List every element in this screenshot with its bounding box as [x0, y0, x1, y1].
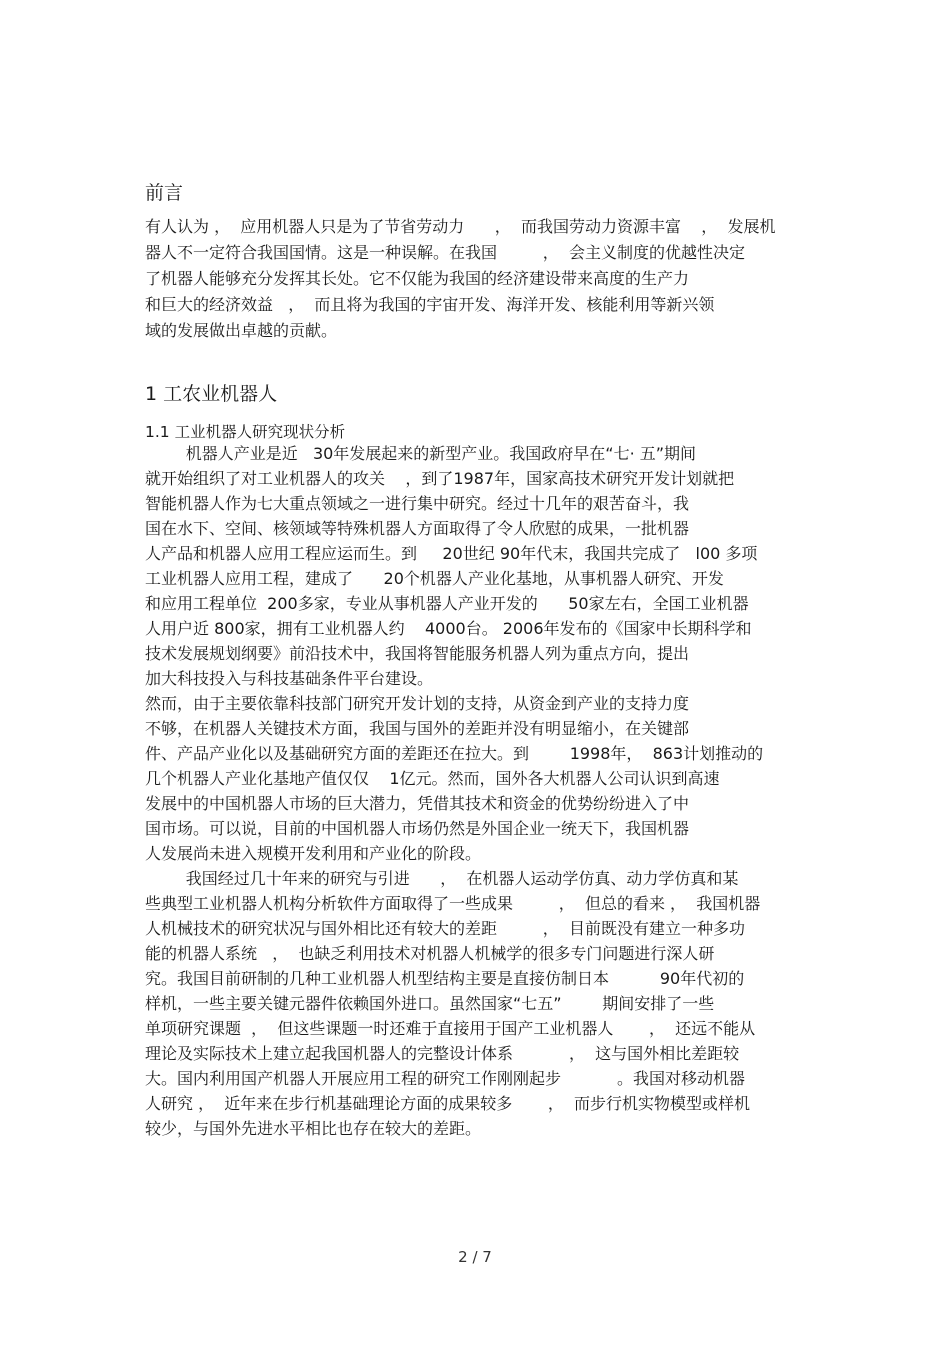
- body-line: 些典型工业机器人机构分析软件方面取得了一些成果 ， 但总的看来 ， 我国机器: [145, 894, 761, 913]
- body-line: 发展中的中国机器人市场的巨大潜力，凭借其技术和资金的优势纷纷进入了中: [145, 794, 690, 813]
- preface-line: 和巨大的经济效益 ， 而且将为我国的宇宙开发、海洋开发、核能利用等新兴领: [145, 295, 715, 314]
- body-line: 我国经过几十年来的研究与引进 ， 在机器人运动学仿真、动力学仿真和某: [145, 869, 739, 888]
- body-line: 究。我国目前研制的几种工业机器人机型结构主要是直接仿制日本 90年代初的: [145, 969, 745, 988]
- body-line: 智能机器人作为七大重点领域之一进行集中研究。经过十几年的艰苦奋斗，我: [145, 494, 690, 513]
- body-line: 较少，与国外先进水平相比也存在较大的差距。: [145, 1119, 482, 1138]
- body-line: 人产品和机器人应用工程应运而生。到 20世纪 90年代末，我国共完成了 l00 多项: [145, 544, 758, 563]
- section-1-heading: 1 工农业机器人: [145, 383, 278, 405]
- body-line: 理论及实际技术上建立起我国机器人的完整设计体系 ， 这与国外相比差距较: [145, 1044, 740, 1063]
- body-line: 样机，一些主要关键元器件依赖国外进口。虽然国家“七五” 期间安排了一些: [145, 994, 715, 1013]
- section-1-1-heading: 1.1 工业机器人研究现状分析: [145, 423, 346, 441]
- preface-line: 域的发展做出卓越的贡献。: [145, 321, 338, 340]
- body-line: 人研究 ， 近年来在步行机基础理论方面的成果较多 ， 而步行机实物模型或样机: [145, 1094, 751, 1113]
- body-line: 国在水下、空间、核领域等特殊机器人方面取得了令人欣慰的成果，一批机器: [145, 519, 690, 538]
- body-line: 单项研究课题 ， 但这些课题一时还难于直接用于国产工业机器人 ， 还远不能从: [145, 1019, 756, 1038]
- preface-line: 有人认为 ， 应用机器人只是为了节省劳动力 ， 而我国劳动力资源丰富 ， 发展机: [145, 217, 776, 236]
- body-line: 人用户近 800家，拥有工业机器人约 4000台。 2006年发布的《国家中长期科学和: [145, 619, 752, 638]
- body-line: 加大科技投入与科技基础条件平台建设。: [145, 669, 434, 688]
- body-line: 工业机器人应用工程，建成了 20个机器人产业化基地，从事机器人研究、开发: [145, 569, 724, 588]
- body-line: 技术发展规划纲要》前沿技术中，我国将智能服务机器人列为重点方向，提出: [145, 644, 690, 663]
- preface-heading: 前言: [145, 182, 184, 204]
- body-line: 人机械技术的研究状况与国外相比还有较大的差距 ， 目前既没有建立一种多功: [145, 919, 745, 938]
- body-line: 国市场。可以说，目前的中国机器人市场仍然是外国企业一统天下，我国机器: [145, 819, 690, 838]
- page-number: 2 / 7: [458, 1248, 492, 1266]
- body-line: 几个机器人产业化基地产值仅仅 1亿元。然而，国外各大机器人公司认识到高速: [145, 769, 720, 788]
- body-line: 不够，在机器人关键技术方面，我国与国外的差距并没有明显缩小，在关键部: [145, 719, 690, 738]
- body-line: 人发展尚未进入规模开发利用和产业化的阶段。: [145, 844, 482, 863]
- body-line: 和应用工程单位 200多家，专业从事机器人产业开发的 50家左右，全国工业机器: [145, 594, 749, 613]
- body-line: 大。国内利用国产机器人开展应用工程的研究工作刚刚起步 。我国对移动机器: [145, 1069, 745, 1088]
- body-line: 能的机器人系统 ， 也缺乏利用技术对机器人机械学的很多专门问题进行深人研: [145, 944, 715, 963]
- body-line: 就开始组织了对工业机器人的攻关 ，到了1987年，国家高技术研究开发计划就把: [145, 469, 735, 488]
- body-line: 件、产品产业化以及基础研究方面的差距还在拉大。到 1998年， 863计划推动的: [145, 744, 764, 763]
- preface-line: 了机器人能够充分发挥其长处。它不仅能为我国的经济建设带来高度的生产力: [145, 269, 690, 288]
- body-line: 机器人产业是近 30年发展起来的新型产业。我国政府早在“七· 五”期间: [145, 444, 697, 463]
- preface-line: 器人不一定符合我国国情。这是一种误解。在我国 ， 会主义制度的优越性决定: [145, 243, 745, 262]
- body-line: 然而，由于主要依靠科技部门研究开发计划的支持，从资金到产业的支持力度: [145, 694, 690, 713]
